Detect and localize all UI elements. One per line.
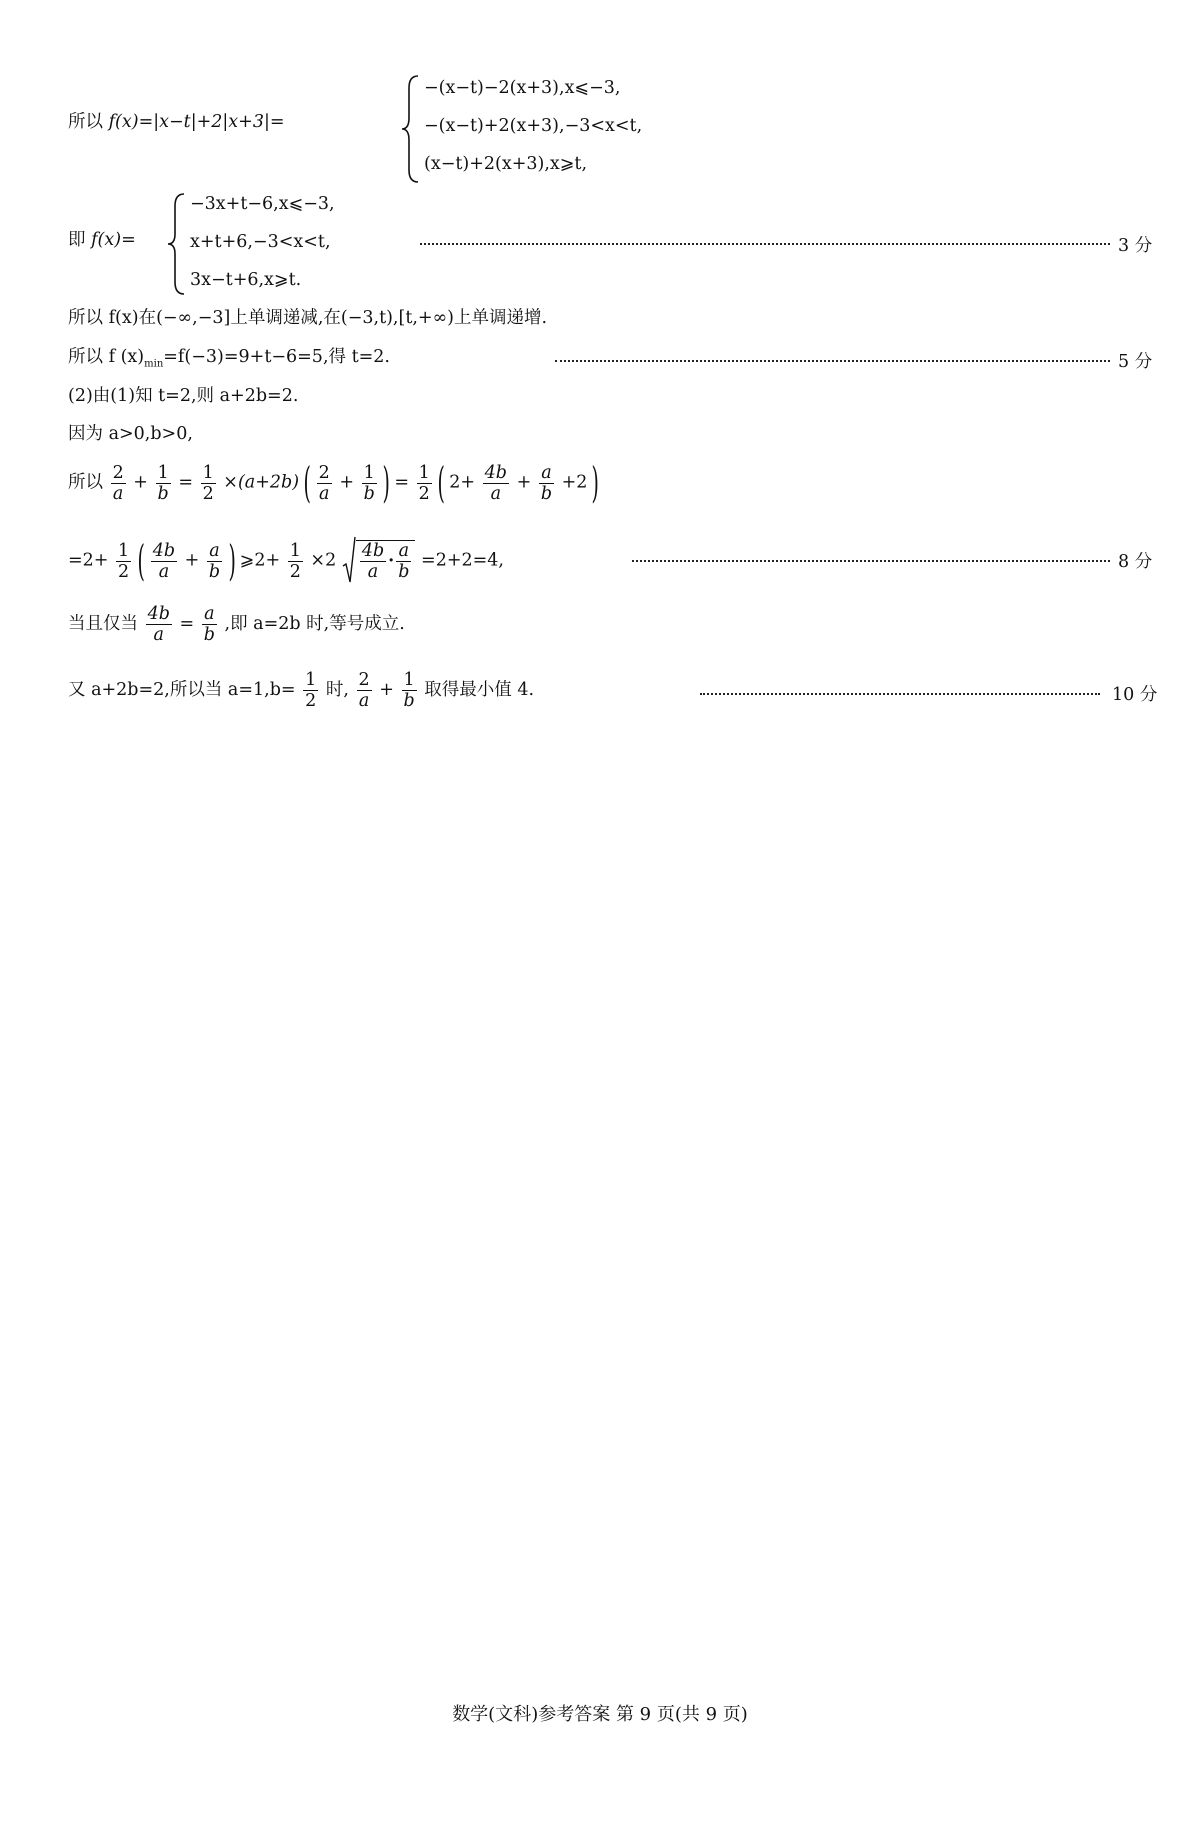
p2-lead: 即 (68, 230, 86, 250)
p10-frac-1 (303, 670, 318, 711)
p7-tail: +2 (561, 472, 588, 493)
p7-frac-6-den: 2 (418, 483, 430, 504)
p9-eq: = (179, 614, 195, 634)
p10-pre: 又 a+2b=2,所以当 a=1,b= (68, 680, 296, 700)
p8-frac-3 (207, 541, 222, 582)
p8-frac-2-num: 4b (152, 540, 176, 561)
p8-rad-frac-2 (396, 541, 411, 582)
p7-paren-open-1: ( (303, 458, 311, 507)
p8-sqrt (342, 536, 416, 586)
p9-frac-1-den: a (153, 625, 164, 645)
p8-frac-1-num: 1 (118, 540, 130, 561)
p10-mid: 时, (325, 680, 349, 700)
p7-frac-1-num: 2 (112, 462, 124, 483)
p8-frac-4 (288, 541, 303, 582)
p8-plus: + (184, 550, 200, 571)
p7-plus-3: + (516, 472, 532, 493)
p8-frac-1 (116, 541, 131, 582)
p7-times: ×(a+2b) (223, 472, 300, 493)
p10-frac-2 (357, 670, 372, 711)
p8-times: ×2 (310, 550, 337, 571)
p8-paren-open: ( (137, 536, 145, 585)
p7-frac-4-num: 2 (318, 462, 330, 483)
p10-score: 10 分 (1112, 685, 1158, 705)
p1-expression: f(x)=|x−t|+2|x+3|= (108, 112, 285, 132)
p8-rad-frac-1-num: 4b (361, 541, 385, 561)
p10-frac-2-num: 2 (358, 670, 370, 690)
p7-plus-1: + (133, 472, 148, 493)
p8-line (68, 536, 504, 586)
p8-tail: =2+2=4, (421, 550, 504, 571)
p7-plus-2: + (339, 472, 354, 493)
sqrt-sign-icon (342, 536, 356, 586)
p6-line: 因为 a>0,b>0, (68, 424, 193, 444)
p7-frac-2-den: b (157, 483, 169, 504)
p7-inner-1: 2+ (449, 472, 476, 493)
p9-frac-1 (146, 604, 172, 645)
p8-frac-2-den: a (158, 561, 170, 582)
p7-frac-1 (111, 463, 126, 504)
p2-case-1: −3x+t−6,x⩽−3, (190, 194, 335, 214)
p9-frac-2 (202, 604, 217, 645)
p7-paren-open-2: ( (437, 458, 446, 507)
p2-expression: f(x)= (91, 230, 136, 250)
p8-rad-frac-1-den: a (367, 562, 379, 582)
p2-leader-dots (420, 243, 1110, 245)
p2-brace (166, 192, 188, 296)
p2-score: 3 分 (1118, 236, 1153, 256)
p7-frac-5-num: 1 (362, 463, 377, 484)
p7-paren-close-1: ) (382, 458, 391, 507)
p8-frac-1-den: 2 (118, 561, 130, 582)
p7-frac-4 (317, 463, 332, 504)
p9-frac-2-den: b (203, 625, 215, 645)
p4-sub: min (144, 358, 164, 370)
p10-frac-3 (402, 670, 417, 711)
p10-plus: + (379, 680, 394, 700)
p7-frac-3-num: 1 (202, 462, 214, 483)
p9-pre: 当且仅当 (68, 614, 138, 634)
p8-frac-4-den: 2 (289, 561, 301, 582)
p1-case-1: −(x−t)−2(x+3),x⩽−3, (424, 78, 621, 98)
p7-frac-7 (483, 463, 509, 504)
p8-frac-3-num: a (207, 541, 222, 562)
p8-rad-frac-1 (360, 541, 386, 582)
p8-dot: · (388, 551, 395, 571)
p1-case-2: −(x−t)+2(x+3),−3<x<t, (424, 116, 643, 136)
p7-frac-1-den: a (112, 483, 124, 504)
p8-frac-3-den: b (208, 561, 221, 582)
p8-rad-frac-2-num: a (396, 541, 411, 562)
p8-paren-close: ) (228, 536, 236, 585)
p8-ge: ⩾2+ (239, 550, 281, 571)
page-footer: 数学(文科)参考答案 第 9 页(共 9 页) (452, 1704, 748, 1725)
p1-case-3: (x−t)+2(x+3),x⩾t, (424, 154, 588, 174)
p2-case-3: 3x−t+6,x⩾t. (190, 270, 302, 290)
p4-line (68, 346, 390, 376)
p8-score: 8 分 (1118, 552, 1153, 572)
p4-post: =f(−3)=9+t−6=5,得 t=2. (163, 347, 390, 367)
p7-frac-7-num: 4b (484, 462, 507, 483)
p3-line: 所以 f(x)在(−∞,−3]上单调递减,在(−3,t),[t,+∞)上单调递增. (68, 308, 548, 328)
p4-pre: 所以 f (x) (68, 347, 145, 367)
p7-frac-4-den: a (318, 483, 330, 504)
p10-leader-dots (700, 693, 1100, 695)
p9-line (68, 604, 405, 645)
p10-frac-1-num: 1 (305, 670, 317, 690)
p7-eq-2: = (394, 472, 409, 493)
p4-leader-dots (555, 360, 1110, 362)
p7-lead: 所以 (68, 472, 103, 493)
p9-post: ,即 a=2b 时,等号成立. (224, 614, 405, 634)
p8-radicand (356, 540, 416, 582)
p8-rad-frac-2-den: b (398, 562, 410, 582)
p9-frac-1-num: 4b (147, 604, 170, 624)
p4-score: 5 分 (1118, 352, 1153, 372)
p2-case-2: x+t+6,−3<x<t, (190, 232, 331, 252)
p9-frac-2-num: a (202, 604, 217, 625)
p10-frac-2-den: a (358, 691, 370, 711)
p7-frac-5 (362, 463, 377, 504)
p7-frac-8 (539, 463, 554, 504)
p7-frac-8-num: a (539, 463, 554, 484)
p7-frac-6 (417, 463, 432, 504)
p8-frac-4-num: 1 (289, 540, 301, 561)
p8-frac-2 (151, 541, 177, 582)
p7-frac-6-num: 1 (418, 462, 430, 483)
p1-lead: 所以 (68, 112, 103, 132)
p2-lhs (68, 229, 136, 251)
p7-frac-8-den: b (540, 483, 553, 504)
p7-frac-2 (156, 463, 171, 504)
p10-line (68, 670, 534, 711)
p8-eq: =2+ (68, 550, 109, 571)
p10-frac-3-num: 1 (402, 670, 417, 691)
p7-frac-2-num: 1 (156, 463, 171, 484)
p5-line: (2)由(1)知 t=2,则 a+2b=2. (68, 386, 299, 406)
p7-frac-3-den: 2 (202, 483, 214, 504)
p7-frac-3 (201, 463, 216, 504)
p7-eq-1: = (178, 472, 193, 493)
p1-lhs (68, 111, 285, 133)
p10-frac-1-den: 2 (305, 691, 317, 711)
p1-brace (400, 74, 422, 184)
p10-post: 取得最小值 4. (424, 680, 535, 700)
p8-leader-dots (632, 560, 1110, 562)
p7-frac-7-den: a (490, 483, 502, 504)
p7-line (68, 458, 599, 507)
p7-frac-5-den: b (363, 483, 375, 504)
p10-frac-3-den: b (403, 691, 415, 711)
p7-paren-close-2: ) (591, 458, 599, 507)
